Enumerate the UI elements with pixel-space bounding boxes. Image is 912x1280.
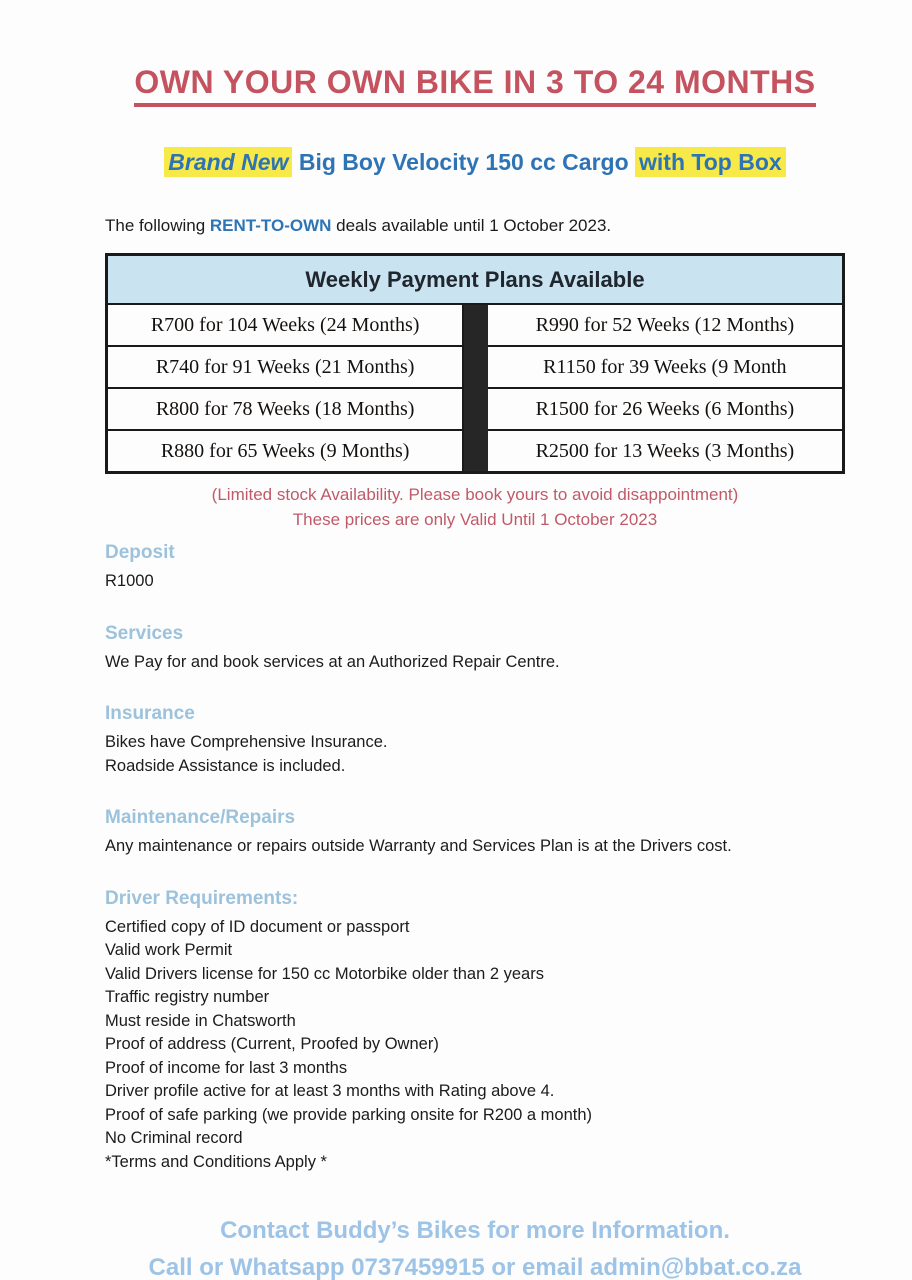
requirement-line: Valid Drivers license for 150 cc Motorbike older than 2 years (105, 964, 544, 983)
plan-cell: R880 for 65 Weeks (9 Months) (107, 430, 464, 473)
top-box-highlight: with Top Box (635, 147, 786, 177)
section-heading: Services (105, 622, 184, 644)
table-header-row (107, 255, 844, 305)
intro-prefix: The following (105, 216, 210, 235)
intro-line (105, 216, 845, 236)
requirement-line: Proof of address (Current, Proofed by Owner) (105, 1035, 439, 1053)
requirement-line: Proof of safe parking (we provide parking onsite for R200 a month) (105, 1105, 593, 1124)
page-title-text: OWN YOUR OWN BIKE IN 3 TO 24 MONTHS (134, 64, 815, 107)
plan-cell: R2500 for 13 Weeks (3 Months) (487, 430, 844, 473)
table-row (107, 430, 844, 473)
section-heading: Insurance (105, 703, 195, 724)
contact-footer (105, 1212, 845, 1280)
section-line: We Pay for and book services at an Authorized Repair Centre. (105, 652, 560, 671)
section-heading: Maintenance/Repairs (105, 807, 296, 828)
section-heading: Deposit (105, 542, 175, 563)
payment-plans-table (105, 253, 845, 474)
requirement-line: Valid work Permit (105, 941, 233, 959)
section-deposit (105, 542, 845, 594)
section-line: R1000 (105, 572, 154, 590)
product-name: Big Boy Velocity 150 cc Cargo (298, 149, 629, 175)
contact-details-line: Call or Whatsapp 0737459915 or email admin@bbat.co.za (148, 1254, 802, 1280)
requirement-line: No Criminal record (105, 1129, 243, 1147)
table-row (107, 346, 844, 388)
contact-line: Contact Buddy’s Bikes for more Information. (220, 1217, 730, 1244)
section-insurance (105, 703, 845, 778)
section-maintenance (105, 807, 845, 859)
table-row (107, 388, 844, 430)
rent-to-own-emphasis: RENT-TO-OWN (209, 216, 332, 235)
requirement-line: Certified copy of ID document or passport (105, 917, 410, 936)
requirement-line: Must reside in Chatsworth (105, 1011, 296, 1030)
section-services (105, 623, 845, 675)
intro-suffix: deals available until 1 October 2023. (331, 216, 612, 235)
plan-cell: R1500 for 26 Weeks (6 Months) (487, 388, 844, 430)
page-title (105, 64, 845, 101)
brand-new-highlight: Brand New (164, 147, 292, 177)
section-line: Bikes have Comprehensive Insurance. (105, 733, 388, 751)
plan-cell: R700 for 104 Weeks (24 Months) (107, 304, 464, 346)
section-line: Roadside Assistance is included. (105, 756, 346, 775)
section-heading: Driver Requirements: (105, 887, 299, 909)
requirement-line: Traffic registry number (105, 988, 270, 1006)
section-line: Any maintenance or repairs outside Warranty and Services Plan is at the Drivers cost. (105, 837, 732, 855)
flyer-content (105, 64, 845, 1280)
validity-note: These prices are only Valid Until 1 October 2023 (292, 510, 658, 529)
plan-cell: R990 for 52 Weeks (12 Months) (487, 304, 844, 346)
availability-notes (105, 482, 845, 532)
requirement-line: Driver profile active for at least 3 months with Rating above 4. (105, 1082, 555, 1100)
section-driver-requirements (105, 888, 845, 1175)
column-divider (463, 388, 486, 430)
plan-cell: R1150 for 39 Weeks (9 Month (487, 346, 844, 388)
table-row (107, 304, 844, 346)
requirement-line: *Terms and Conditions Apply * (105, 1152, 327, 1171)
product-subtitle (105, 149, 845, 176)
column-divider (463, 430, 486, 473)
requirement-line: Proof of income for last 3 months (105, 1058, 348, 1077)
column-divider (463, 346, 486, 388)
plan-cell: R740 for 91 Weeks (21 Months) (107, 346, 464, 388)
column-divider (463, 304, 486, 346)
plan-cell: R800 for 78 Weeks (18 Months) (107, 388, 464, 430)
stock-note: (Limited stock Availability. Please book yours to avoid disappointment) (211, 485, 739, 504)
table-title: Weekly Payment Plans Available (107, 255, 844, 305)
